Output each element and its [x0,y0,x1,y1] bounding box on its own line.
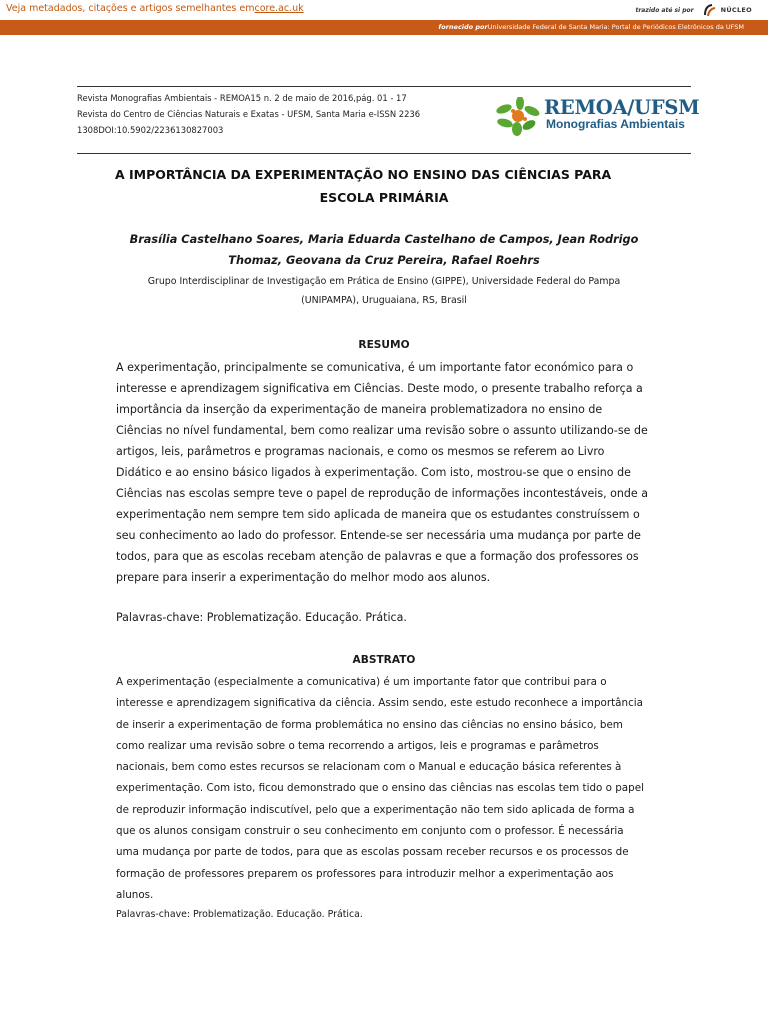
resumo-line: seu conhecimento ao lado do professor. Entende-se ser necessária uma mudança por parte de [116,529,641,542]
resumo-line: artigos, leis, parâmetros e programas nacionais, e como os mesmos se referem ao Livro [116,445,605,458]
abstrato-line: alunos. [116,888,154,901]
header-rule-bottom [77,153,691,154]
header-rule-top [77,86,691,87]
abstrato-line: A experimentação (especialmente a comunicativa) é um importante fator que contribui para o [116,676,607,688]
resumo-keywords: Palavras-chave: Problematização. Educação. Prática. [116,611,407,624]
abstrato-line: uma mudança por parte de todos, para que as escolas possam receber recursos e os processos de [116,846,629,859]
affiliation [120,272,648,310]
abstrato-line: de inserir a experimentação de forma problemática no ensino das ciências no ensino básico, bem [116,718,623,731]
affiliation-line-2: (UNIPAMPA), Uruguaiana, RS, Brasil [301,295,467,306]
core-name: NÚCLEO [720,6,752,14]
abstrato-line: experimentação. Com isto, ficou demonstrado que o ensino das ciências nas escolas tem tido o papel [116,782,644,795]
resumo-line: Ciências nas escolas sempre teve o papel de reprodução de informações incontestáveis, onde a [116,487,648,500]
resumo-line: experimentação nem sempre tem sido aplicada de maneira que os estudantes construíssem o [116,508,640,521]
journal-line-3: 1308DOI:10.5902/2236130827003 [77,125,224,135]
abstrato-body [116,672,668,906]
core-logo-icon [702,2,718,18]
abstrato-line: interesse e aprendizagem significativa da ciência. Assim sendo, este estudo reconhece a importância [116,697,643,710]
journal-info [77,90,467,138]
authors-line-2: Thomaz, Geovana da Cruz Pereira, Rafael Roehrs [228,254,540,267]
core-metadata-link-text [6,3,304,14]
provided-by-bar [0,21,768,35]
remoa-logo [494,96,700,138]
abstrato-line: como realizar uma revisão sobre o tema recorrendo a artigos, leis e programas e parâmetros [116,739,599,752]
journal-line-1: Revista Monografias Ambientais - REMOA15 n. 2 de maio de 2016,pág. 01 - 17 [77,93,407,103]
title-line-2: ESCOLA PRIMÁRIA [319,190,449,205]
resumo-line: interesse e aprendizagem significativa em Ciências. Deste modo, o presente trabalho reforça a [116,382,643,395]
affiliation-line-1: Grupo Interdisciplinar de Investigação em Prática de Ensino (GIPPE), Universidade Federal do Pampa [147,276,621,287]
logo-subtitle: Monografias Ambientais [546,117,685,131]
resumo-line: prepare para inserir a experimentação do melhor modo aos alunos. [116,571,491,584]
resumo-heading: RESUMO [358,339,410,351]
authors [77,229,691,271]
title-line-1: A IMPORTÂNCIA DA EXPERIMENTAÇÃO NO ENSINO DAS CIÊNCIAS PARA [115,167,612,182]
abstrato-line: de reproduzir informação indiscutível, pelo que a experimentação não tem sido aplicada de forma a [116,803,635,816]
core-top-bar [0,0,768,21]
abstrato-line: formação de professores preparem os professores para introduzir melhor a experimentação aos [116,867,614,880]
flower-logo-icon [494,97,544,137]
resumo-line: Ciências no nível fundamental, bem como realizar uma revisão sobre o assunto utilizando-se de [116,424,648,437]
authors-line-1: Brasília Castelhano Soares, Maria Eduarda Castelhano de Campos, Jean Rodrigo [129,233,639,246]
abstrato-line: nacionais, bem como estes recursos se relacionam com o Manual e educação básica referentes à [116,761,622,774]
core-link[interactable]: core.ac.uk [254,3,304,14]
abstrato-line: que os alunos consigam construir o seu conhecimento em conjunto com o professor. É necessária [116,825,624,838]
resumo-line: importância da inserção da experimentação de maneira problematizadora no ensino de [116,403,603,416]
abstrato-heading: ABSTRATO [352,654,416,666]
core-metadata-label: Veja metadados, citações e artigos semelhantes em [6,3,255,14]
abstrato-keywords: Palavras-chave: Problematização. Educação. Prática. [116,909,363,920]
resumo-line: Didático e ao ensino básico ligados à experimentação. Com isto, mostrou-se que o ensino de [116,466,631,479]
resumo-line: todos, para que as escolas recebam atenção de palavras e que a formação dos professores os [116,550,639,563]
provided-by-text[interactable] [438,23,744,31]
provided-by-source: Universidade Federal de Santa Maria: Portal de Periódicos Eletrônicos da UFSM [487,23,744,31]
provided-by-lead: fornecido por [438,23,488,31]
core-brand[interactable] [635,2,752,18]
logo-title: REMOA/UFSM [544,96,700,119]
core-brought-by: trazido até si por [635,6,694,14]
journal-line-2: Revista do Centro de Ciências Naturais e Exatas - UFSM, Santa Maria e-ISSN 2236 [77,109,421,119]
resumo-line: A experimentação, principalmente se comunicativa, é um importante fator económico para o [116,361,634,374]
resumo-body [116,357,668,588]
article-title [77,163,691,209]
